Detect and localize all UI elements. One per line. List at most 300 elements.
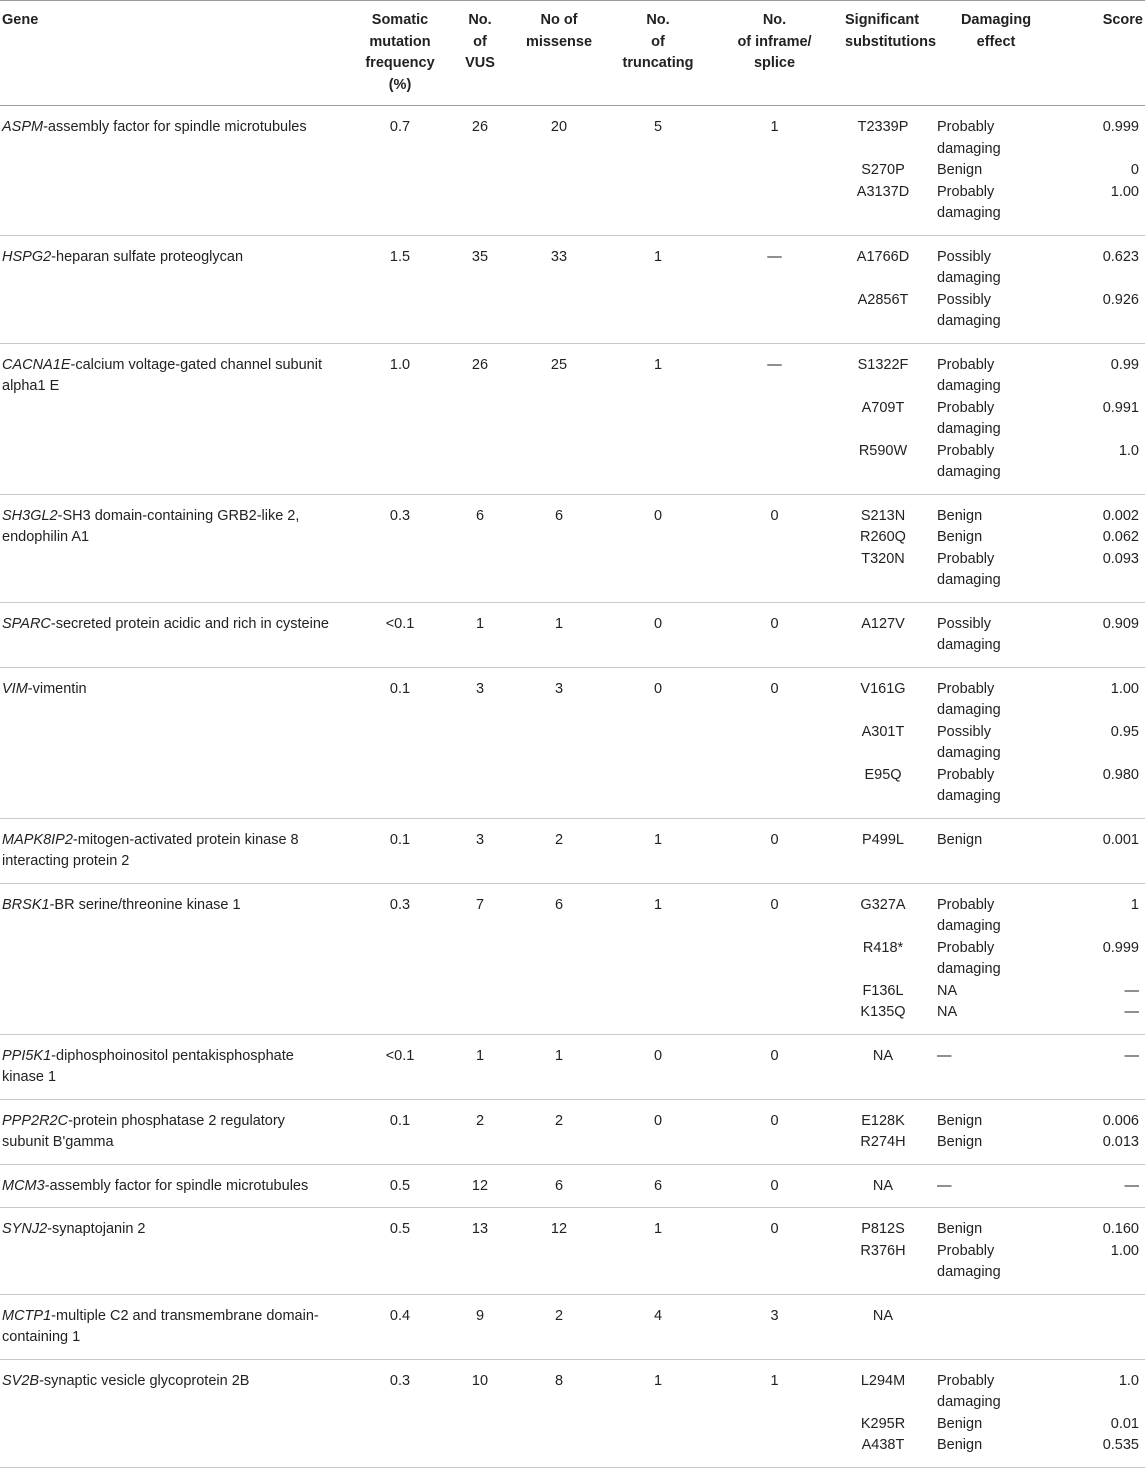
substitution: S1322F xyxy=(857,356,909,373)
header-line: missense xyxy=(525,33,593,50)
score-cell xyxy=(1071,494,1145,602)
damaging-effect-line: Possibly xyxy=(937,248,991,265)
gene-description: containing 1 xyxy=(2,1329,81,1345)
score-value: 0.99 xyxy=(1110,356,1139,373)
truncating-count: 6 xyxy=(608,1164,708,1208)
gene-description: interacting protein 2 xyxy=(2,853,130,869)
damaging-effect-cell xyxy=(921,667,1071,818)
damaging-effect-line: damaging xyxy=(937,745,1001,761)
table-row xyxy=(0,1034,1145,1099)
substitution: A127V xyxy=(861,615,905,632)
truncating-count: 1 xyxy=(608,1359,708,1467)
substitution: S270P xyxy=(861,162,905,178)
header-frequency xyxy=(350,1,450,106)
damaging-effect-line: damaging xyxy=(937,313,1001,329)
substitution: A1766D xyxy=(856,248,910,265)
damaging-effect-line: damaging xyxy=(937,1394,1001,1410)
substitution: R376H xyxy=(860,1242,906,1259)
substitution: T2339P xyxy=(857,119,909,135)
somatic-frequency: 0.4 xyxy=(350,1294,450,1359)
damaging-effect xyxy=(937,679,1067,722)
score-value: 0.062 xyxy=(1102,529,1139,545)
gene-description: -secreted protein acidic and rich in cysteine xyxy=(50,615,329,632)
gene-symbol: SH3GL2 xyxy=(2,507,58,524)
gene-description: kinase 1 xyxy=(2,1069,57,1085)
truncating-count: 0 xyxy=(608,1099,708,1164)
inframe-splice-count: 1 xyxy=(708,106,841,236)
damaging-effect-line: damaging xyxy=(937,1264,1001,1280)
table-row xyxy=(0,602,1145,667)
header-line: truncating xyxy=(622,55,694,71)
damaging-effect-cell xyxy=(921,1208,1071,1295)
substitution: A709T xyxy=(861,399,905,416)
damaging-effect xyxy=(937,1002,1067,1024)
damaging-effect-line: — xyxy=(937,1047,952,1064)
substitution: E95Q xyxy=(864,766,902,783)
gene-description: -synaptojanin 2 xyxy=(47,1221,146,1237)
damaging-effect xyxy=(937,1046,1067,1068)
damaging-effect xyxy=(937,1435,1067,1457)
damaging-effect-line: damaging xyxy=(937,788,1001,804)
substitution: A2856T xyxy=(857,291,909,308)
score-cell xyxy=(1071,1099,1145,1164)
substitution: R590W xyxy=(858,442,908,459)
vus-count: 2 xyxy=(450,1099,510,1164)
vus-count: 35 xyxy=(450,235,510,343)
gene-cell xyxy=(0,343,350,494)
damaging-effect xyxy=(937,290,1067,333)
damaging-effect xyxy=(937,398,1067,441)
inframe-splice-count: 3 xyxy=(708,1294,841,1359)
missense-count: 20 xyxy=(510,106,608,236)
gene-cell xyxy=(0,1294,350,1359)
score-value: 0.95 xyxy=(1110,723,1139,740)
score-cell xyxy=(1071,1164,1145,1208)
score-value: — xyxy=(1124,1004,1139,1020)
gene-description: -calcium voltage-gated channel subunit xyxy=(70,356,322,373)
somatic-frequency: 0.5 xyxy=(350,1164,450,1208)
score-cell xyxy=(1071,818,1145,883)
damaging-effect xyxy=(937,938,1067,981)
substitution: L294M xyxy=(860,1372,906,1389)
damaging-effect-line: damaging xyxy=(937,464,1001,480)
damaging-effect-line: Benign xyxy=(937,1221,983,1237)
substitution: K135Q xyxy=(860,1004,906,1020)
damaging-effect-line: Probably xyxy=(937,183,995,200)
header-line: splice xyxy=(753,55,796,71)
substitution: R260Q xyxy=(860,529,906,545)
header-line: effect xyxy=(976,33,1016,50)
damaging-effect-line: damaging xyxy=(937,702,1001,718)
substitution: A438T xyxy=(861,1437,905,1453)
missense-count: 8 xyxy=(510,1359,608,1467)
damaging-effect-line: Possibly xyxy=(937,723,991,740)
substitution: E128K xyxy=(861,1112,905,1129)
table-row xyxy=(0,343,1145,494)
header-inframe-splice xyxy=(708,1,841,106)
somatic-frequency: 0.1 xyxy=(350,818,450,883)
score-cell xyxy=(1071,667,1145,818)
gene-symbol: SPARC xyxy=(2,615,51,632)
table-row xyxy=(0,1359,1145,1467)
missense-count: 1 xyxy=(510,1034,608,1099)
damaging-effect-line: Probably xyxy=(937,680,995,697)
inframe-splice-count: 0 xyxy=(708,1099,841,1164)
vus-count: 26 xyxy=(450,343,510,494)
inframe-splice-count: 0 xyxy=(708,883,841,1034)
gene-description: -assembly factor for spindle microtubules xyxy=(43,119,307,135)
gene-description: -synaptic vesicle glycoprotein 2B xyxy=(39,1372,250,1389)
substitution: P499L xyxy=(862,831,904,848)
substitution: S213N xyxy=(860,507,906,524)
somatic-frequency: <0.1 xyxy=(350,1034,450,1099)
damaging-effect-cell xyxy=(921,883,1071,1034)
substitution: K295R xyxy=(860,1415,906,1432)
score-value: 0.535 xyxy=(1102,1437,1139,1453)
table-row xyxy=(0,818,1145,883)
gene-cell xyxy=(0,1034,350,1099)
damaging-effect xyxy=(937,981,1067,1003)
truncating-count: 5 xyxy=(608,106,708,236)
header-line: Damaging xyxy=(960,12,1032,28)
missense-count: 6 xyxy=(510,883,608,1034)
truncating-count: 0 xyxy=(608,494,708,602)
table-row xyxy=(0,667,1145,818)
score-cell xyxy=(1071,1359,1145,1467)
vus-count: 3 xyxy=(450,667,510,818)
damaging-effect-line: Possibly xyxy=(937,615,991,632)
gene-description: alpha1 E xyxy=(2,378,60,394)
header-line: (%) xyxy=(388,76,412,93)
somatic-frequency: 0.3 xyxy=(350,883,450,1034)
header-missense xyxy=(510,1,608,106)
header-line: substitutions xyxy=(845,33,937,50)
damaging-effect-cell xyxy=(921,602,1071,667)
score-value: 0.999 xyxy=(1102,119,1139,135)
score-cell xyxy=(1071,1294,1145,1359)
missense-count: 2 xyxy=(510,1099,608,1164)
header-line: No. xyxy=(762,12,787,28)
substitutions-cell xyxy=(841,1164,921,1208)
gene-symbol: MCTP1 xyxy=(2,1307,52,1324)
damaging-effect-line: damaging xyxy=(937,961,1001,977)
gene-cell xyxy=(0,235,350,343)
gene-cell xyxy=(0,1099,350,1164)
damaging-effect-cell xyxy=(921,106,1071,236)
gene-description: -SH3 domain-containing GRB2-like 2, xyxy=(57,507,300,524)
damaging-effect xyxy=(937,1219,1067,1241)
substitutions-cell xyxy=(841,1034,921,1099)
missense-count: 2 xyxy=(510,818,608,883)
score-cell xyxy=(1071,235,1145,343)
header-truncating xyxy=(608,1,708,106)
inframe-splice-count: 0 xyxy=(708,1164,841,1208)
truncating-count: 1 xyxy=(608,235,708,343)
score-value: 0.01 xyxy=(1110,1415,1139,1432)
inframe-splice-count: — xyxy=(708,235,841,343)
table-body xyxy=(0,106,1145,1468)
header-line: No of xyxy=(540,12,578,28)
damaging-effect xyxy=(937,1176,1067,1198)
header-line: No. xyxy=(468,12,492,28)
substitution: A301T xyxy=(861,723,905,740)
header-line: VUS xyxy=(465,55,495,71)
header-line: frequency xyxy=(365,55,435,71)
damaging-effect-line: Benign xyxy=(937,1112,983,1129)
damaging-effect xyxy=(937,1111,1067,1133)
damaging-effect xyxy=(937,614,1067,657)
damaging-effect-line: Benign xyxy=(937,162,983,178)
damaging-effect-line: damaging xyxy=(937,421,1001,437)
score-value: 0.001 xyxy=(1102,831,1139,848)
substitution: A3137D xyxy=(856,183,910,200)
inframe-splice-count: 0 xyxy=(708,602,841,667)
gene-symbol: BRSK1 xyxy=(2,896,50,913)
damaging-effect-line: damaging xyxy=(937,140,1001,157)
header-damaging-effect xyxy=(921,1,1071,106)
damaging-effect-line: Benign xyxy=(937,1437,983,1453)
damaging-effect-line: Probably xyxy=(937,896,995,913)
damaging-effect-line: Benign xyxy=(937,1415,983,1432)
damaging-effect-cell xyxy=(921,818,1071,883)
vus-count: 6 xyxy=(450,494,510,602)
missense-count: 2 xyxy=(510,1294,608,1359)
inframe-splice-count: — xyxy=(708,343,841,494)
score-value: 0.013 xyxy=(1102,1134,1139,1150)
damaging-effect xyxy=(937,247,1067,290)
gene-description: -BR serine/threonine kinase 1 xyxy=(49,896,241,913)
somatic-frequency: 0.5 xyxy=(350,1208,450,1295)
substitutions-cell xyxy=(841,106,921,236)
damaging-effect-line: damaging xyxy=(937,918,1001,934)
inframe-splice-count: 0 xyxy=(708,1208,841,1295)
table-row xyxy=(0,1294,1145,1359)
damaging-effect-cell xyxy=(921,1359,1071,1467)
vus-count: 26 xyxy=(450,106,510,236)
damaging-effect-line: Benign xyxy=(937,1134,983,1150)
header-line: of xyxy=(651,33,665,50)
vus-count: 1 xyxy=(450,1034,510,1099)
score-value: — xyxy=(1124,1047,1139,1064)
gene-description: -protein phosphatase 2 regulatory xyxy=(68,1112,285,1129)
truncating-count: 4 xyxy=(608,1294,708,1359)
gene-cell xyxy=(0,106,350,236)
substitution: G327A xyxy=(860,896,906,913)
vus-count: 1 xyxy=(450,602,510,667)
substitution: T320N xyxy=(861,550,905,567)
substitutions-cell xyxy=(841,1294,921,1359)
damaging-effect-line: Probably xyxy=(937,1372,995,1389)
missense-count: 6 xyxy=(510,1164,608,1208)
somatic-frequency: 0.1 xyxy=(350,1099,450,1164)
substitutions-cell xyxy=(841,1359,921,1467)
gene-cell xyxy=(0,883,350,1034)
damaging-effect-line: Probably xyxy=(937,550,995,567)
gene-symbol: HSPG2 xyxy=(2,248,52,265)
score-value: 1.00 xyxy=(1110,680,1139,697)
damaging-effect-cell xyxy=(921,1099,1071,1164)
vus-count: 10 xyxy=(450,1359,510,1467)
gene-symbol: MAPK8IP2 xyxy=(2,831,73,848)
table-row xyxy=(0,235,1145,343)
header-line: mutation xyxy=(369,33,431,50)
somatic-frequency: 1.5 xyxy=(350,235,450,343)
gene-symbol: CACNA1E xyxy=(2,356,71,373)
table-row xyxy=(0,883,1145,1034)
score-value: 1.00 xyxy=(1110,1242,1139,1259)
inframe-splice-count: 0 xyxy=(708,818,841,883)
substitution: V161G xyxy=(860,680,906,697)
substitutions-cell xyxy=(841,343,921,494)
damaging-effect-line: damaging xyxy=(937,637,1001,653)
substitution: NA xyxy=(872,1047,894,1064)
damaging-effect xyxy=(937,722,1067,765)
score-value: 0.991 xyxy=(1102,399,1139,416)
table-row xyxy=(0,1099,1145,1164)
damaging-effect-line: Benign xyxy=(937,831,983,848)
damaging-effect-cell xyxy=(921,1034,1071,1099)
damaging-effect-line: Probably xyxy=(937,356,995,373)
damaging-effect-line: damaging xyxy=(937,572,1001,588)
damaging-effect-line: Benign xyxy=(937,507,983,524)
somatic-frequency: 0.3 xyxy=(350,1359,450,1467)
score-value: 0.006 xyxy=(1102,1112,1139,1129)
substitutions-cell xyxy=(841,235,921,343)
substitutions-cell xyxy=(841,1099,921,1164)
damaging-effect xyxy=(937,765,1067,808)
score-value: 0.999 xyxy=(1102,939,1139,956)
vus-count: 9 xyxy=(450,1294,510,1359)
somatic-frequency: 0.1 xyxy=(350,667,450,818)
score-cell xyxy=(1071,602,1145,667)
score-value: 0.926 xyxy=(1102,291,1139,308)
substitution: NA xyxy=(872,1177,894,1194)
damaging-effect-line: Probably xyxy=(937,766,995,783)
damaging-effect-line: Benign xyxy=(937,529,983,545)
truncating-count: 1 xyxy=(608,343,708,494)
somatic-frequency: <0.1 xyxy=(350,602,450,667)
damaging-effect-cell xyxy=(921,343,1071,494)
gene-cell xyxy=(0,602,350,667)
inframe-splice-count: 0 xyxy=(708,494,841,602)
inframe-splice-count: 0 xyxy=(708,1034,841,1099)
damaging-effect xyxy=(937,1241,1067,1284)
damaging-effect-line: damaging xyxy=(937,205,1001,221)
damaging-effect xyxy=(937,527,1067,549)
score-value: 0 xyxy=(1130,162,1139,178)
truncating-count: 1 xyxy=(608,883,708,1034)
missense-count: 1 xyxy=(510,602,608,667)
header-line: Somatic xyxy=(371,12,429,28)
damaging-effect-line: Probably xyxy=(937,939,995,956)
gene-description: -diphosphoinositol pentakisphosphate xyxy=(51,1047,294,1064)
damaging-effect-line: — xyxy=(937,1177,952,1194)
substitutions-cell xyxy=(841,818,921,883)
header-row xyxy=(0,1,1145,106)
truncating-count: 0 xyxy=(608,1034,708,1099)
score-value: — xyxy=(1124,1177,1139,1194)
table-row xyxy=(0,1208,1145,1295)
damaging-effect xyxy=(937,830,1067,852)
damaging-effect xyxy=(937,441,1067,484)
damaging-effect-line: Probably xyxy=(937,442,995,459)
truncating-count: 1 xyxy=(608,1208,708,1295)
substitutions-cell xyxy=(841,1208,921,1295)
score-value xyxy=(1075,1306,1139,1328)
missense-count: 12 xyxy=(510,1208,608,1295)
damaging-effect xyxy=(937,1132,1067,1154)
gene-symbol: SV2B xyxy=(2,1372,40,1389)
substitutions-cell xyxy=(841,602,921,667)
damaging-effect xyxy=(937,1371,1067,1414)
substitutions-cell xyxy=(841,494,921,602)
damaging-effect xyxy=(937,1414,1067,1436)
gene-description: -multiple C2 and transmembrane domain- xyxy=(51,1307,319,1324)
vus-count: 7 xyxy=(450,883,510,1034)
score-value: 0.093 xyxy=(1102,550,1139,567)
damaging-effect-line: NA xyxy=(937,1004,958,1020)
header-line: No. xyxy=(646,12,670,28)
missense-count: 6 xyxy=(510,494,608,602)
damaging-effect xyxy=(937,182,1067,225)
truncating-count: 1 xyxy=(608,818,708,883)
substitution: NA xyxy=(872,1307,894,1324)
gene-symbol: MCM3 xyxy=(2,1177,45,1194)
gene-cell xyxy=(0,494,350,602)
gene-symbol: PPI5K1 xyxy=(2,1047,52,1064)
damaging-effect-line: Probably xyxy=(937,119,995,135)
damaging-effect-line: Probably xyxy=(937,1242,995,1259)
missense-count: 3 xyxy=(510,667,608,818)
header-substitutions xyxy=(841,1,937,106)
gene-cell xyxy=(0,818,350,883)
gene-symbol: SYNJ2 xyxy=(2,1221,48,1237)
header-line: of xyxy=(473,33,487,50)
damaging-effect-cell xyxy=(921,494,1071,602)
score-value: 1.0 xyxy=(1118,1372,1139,1389)
damaging-effect xyxy=(937,1306,1067,1328)
score-value: — xyxy=(1124,982,1139,999)
damaging-effect-line: Possibly xyxy=(937,291,991,308)
damaging-effect-line: damaging xyxy=(937,270,1001,286)
gene-description: -mitogen-activated protein kinase 8 xyxy=(72,831,299,848)
score-cell xyxy=(1071,883,1145,1034)
truncating-count: 0 xyxy=(608,602,708,667)
truncating-count: 0 xyxy=(608,667,708,818)
gene-cell xyxy=(0,1359,350,1467)
score-value: 0.980 xyxy=(1102,766,1139,783)
somatic-frequency: 0.3 xyxy=(350,494,450,602)
score-value: 0.160 xyxy=(1102,1221,1139,1237)
damaging-effect xyxy=(937,117,1067,160)
score-value: 0.002 xyxy=(1102,507,1139,524)
damaging-effect xyxy=(937,506,1067,528)
header-score xyxy=(1071,1,1145,106)
header-line: of inframe/ xyxy=(737,33,812,50)
header-line: Significant xyxy=(845,12,920,28)
table-row xyxy=(0,106,1145,236)
missense-count: 33 xyxy=(510,235,608,343)
gene-symbol: PPP2R2C xyxy=(2,1112,69,1129)
gene-description: -assembly factor for spindle microtubules xyxy=(44,1177,309,1194)
somatic-frequency: 0.7 xyxy=(350,106,450,236)
score-value: 1 xyxy=(1130,896,1139,913)
score-cell xyxy=(1071,106,1145,236)
table-row xyxy=(0,494,1145,602)
score-cell xyxy=(1071,1034,1145,1099)
score-value: 1.00 xyxy=(1110,183,1139,200)
header-vus xyxy=(450,1,510,106)
